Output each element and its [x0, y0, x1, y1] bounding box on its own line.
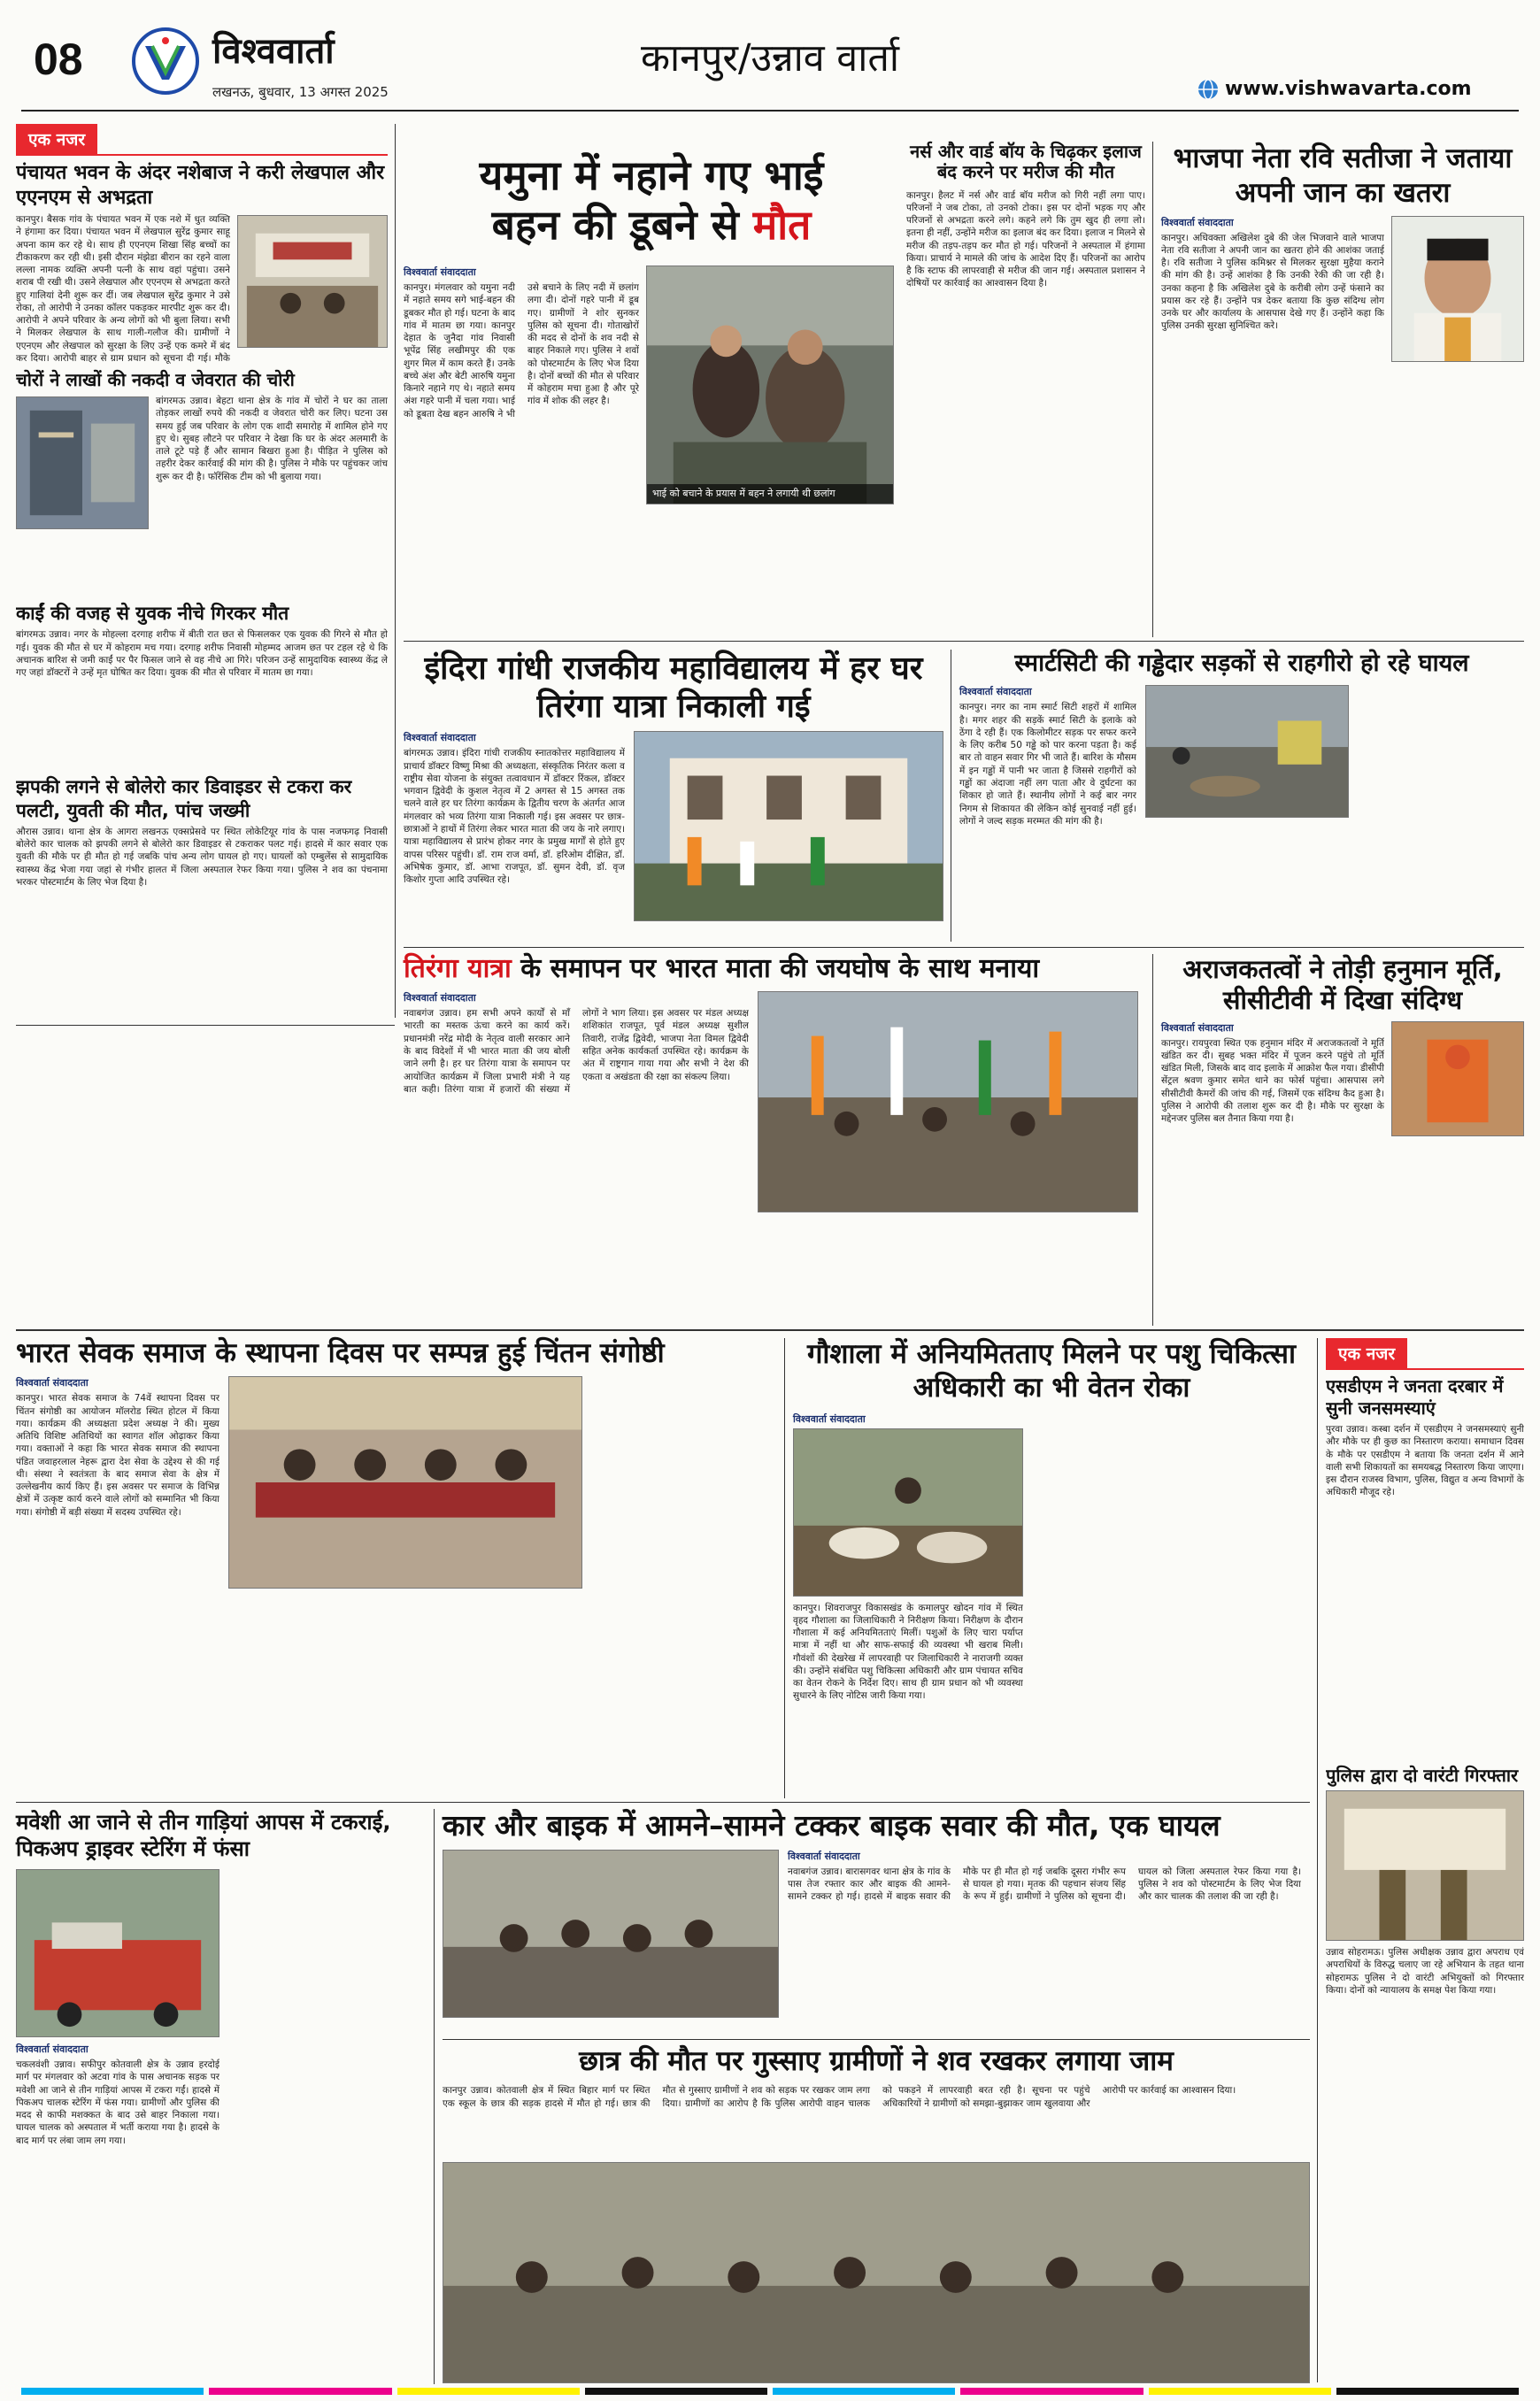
story-body: बांगरमऊ उन्नाव। बेहटा थाना क्षेत्र के गांव में चोरों ने घर का ताला तोड़कर लाखों रुपये की नकदी व जेवरात चोरी कर लिए। घटना उस समय हुई जब परिवार के लोग एक शादी समारोह में शामिल होने गए हुए थे। सुबह लौटने पर परिवार ने देखा कि घर के अंदर अलमारी के ताले टूटे पड़े हैं और सामान बिखरा हुआ है। पीड़ित ने पुलिस को तहरीर देकर कार्रवाई की मांग की है। पुलिस ने मौके पर पहुंचकर जांच शुरू कर दी है। फॉरेंसिक टीम को भी बुलाया गया। [156, 396, 388, 482]
story-body-cont [228, 1594, 582, 1771]
story-headline: तिरंगा यात्रा के समापन पर भारत माता की जयघोष के साथ मनाया [404, 953, 1040, 984]
story-body: उन्नाव सोहरामऊ। पुलिस अधीक्षक उन्नाव द्वारा अपराध एवं अपराधियों के विरुद्ध चलाए जा रहे अभियान के तहत थाना सोहरामऊ पुलिस ने दो वारंटी अभियुक्तों को गिरफ्तार किया। दोनों को न्यायालय के समक्ष पेश किया गया। [1326, 1947, 1524, 1996]
story-headline: काईं की वजह से युवक नीचे गिरकर मौत [16, 603, 289, 624]
story-body: बांगरमऊ उन्नाव। नगर के मोहल्ला दरगाह शरीफ में बीती रात छत से फिसलकर एक युवक की गिरने से मौत हो गई। युवक की मौत से घर में कोहराम मच गया। दरगाह शरीफ निवासी मोहम्मद आजम छत पर टहल रहे थे कि अचानक बारिश से जमी काईं पर पैर फिसल जाने से वह नीचे आ गिरे। परिजन उन्हें सामुदायिक स्वास्थ्य केंद्र ले गए जहां डॉक्टरों ने उन्हें मृत घोषित कर दिया। युवक की मौत से परिवार में मातम छा गया। [16, 629, 388, 679]
byline: विश्ववार्ता संवाददाता [404, 992, 476, 1004]
lead-photo [646, 265, 894, 504]
story-headline: भाजपा नेता रवि सतीजा ने जताया अपनी जान का खतरा [1173, 142, 1513, 209]
mavesi-story [16, 1809, 428, 2384]
story-body: बांगरमऊ उन्नाव। इंदिरा गांधी राजकीय स्नातकोत्तर महाविद्यालय में प्राचार्य डॉक्टर विष्णु मिश्रा की अध्यक्षता, संस्कृतिक निरंतर कला व राष्ट्रीय सेवा योजना के संयुक्त तत्वावधान में डॉक्टर रिंकल, डॉक्टर भगवान द्विवेदी के कुशल नेतृत्व में 2 अगस्त से 15 अगस्त तक चलने वाले हर घर तिरंगा कार्यक्रम के द्वितीय चरण के अंतर्गत आज मंगलवार को भव्य तिरंगा यात्रा निकाली गई। इस अवसर पर छात्र-छात्राओं ने हाथों में तिरंगा लेकर भारत माता की जय के नारे लगाए। यात्रा महाविद्यालय से प्रारंभ होकर नगर के प्रमुख मार्गों से होते हुए वापस परिसर पहुंची। डॉ. राम राज वर्मा, डॉ. हरिओम दीक्षित, डॉ. अभिषेक कुमार, डॉ. आभा राजपूत, डॉ. सुमन देवी, डॉ. वृज किशोर गुप्ता आदि उपस्थित रहे। [404, 748, 625, 886]
story-body: औरास उन्नाव। थाना क्षेत्र के आगरा लखनऊ एक्सप्रेसवे पर स्थित लोकेटियूर गांव के पास नजफगढ़ निवासी बोलेरो कार चालक को झपकी लगने से बोलेरो कार डिवाइडर से टकराकर पलट गई। हादसे में कार सवार एक युवती की मौके पर ही मौत हो गई जबकि पांच अन्य लोग घायल हो गए। घायलों को एम्बुलेंस से सामुदायिक स्वास्थ्य केंद्र भेजा गया जहां से गंभीर हालत में जिला अस्पताल रेफर किया गया। पुलिस ने शव का पंचनामा भरकर पोस्टमार्टम के लिए भेज दिया है। [16, 826, 388, 888]
story-headline: एसडीएम ने जनता दरबार में सुनी जनसमस्याएं [1326, 1375, 1504, 1419]
story-body: कानपुर। बैसक गांव के पंचायत भवन में एक नशे में धुत व्यक्ति ने हंगामा कर दिया। पंचायत भवन में लेखपाल सुरेंद्र कुमार साहू अपना काम कर रहे थे। साथ ही एएनएम शिखा सिंह बच्चों का टीकाकरण कर रही थी। इसी दौरान मंझेडा बीरान का रहने वाला लल्ला नामक व्यक्ति अपनी पत्नी के साथ वहां पहुंचा। उसने शराब पी रखी थी। उसने लेखपाल और एएनएम से अभद्रता करते हुए गालियां देनी शुरू कर दीं। जब लेखपाल सुरेंद्र कुमार ने उसे रोका, तो आरोपी ने उनका कॉलर पकड़कर मारपीट शुरू कर दी। आरोपी ने अपने परिवार के अन्य लोगों को भी बुला लिया। सभी ने मिलकर लेखपाल के साथ गाली-गलौज की। ग्रामीणों ने एएनएम और लेखपाल को सुरक्षा के लिए उन्हें एक कमरे में बंद कर दिया। आरोपी बाहर से ग्राम प्रधान को सूचना दी गई। मौके [16, 214, 230, 364]
story-headline: पंचायत भवन के अंदर नशेबाज ने करी लेखपाल और एएनएम से अभद्रता [16, 162, 385, 209]
color-registration-bar [21, 2388, 1519, 2395]
lead-photo-caption: भाई को बचाने के प्रयास में बहन ने लगायी थी छलांग [647, 484, 893, 504]
lead-headline-red: मौत [752, 201, 812, 250]
masthead-rule [21, 110, 1519, 112]
column-divider [1317, 1338, 1318, 2382]
globe-icon [1197, 78, 1220, 101]
story-headline: पुलिस द्वारा दो वारंटी गिरफ्तार [1326, 1765, 1519, 1786]
byline: विश्ववार्ता संवाददाता [1161, 216, 1234, 228]
lead-headline: यमुना में नहाने गए भाई बहन की डूबने से मौत [479, 151, 824, 250]
bss-story [16, 1338, 779, 1798]
story-body: कानपुर उन्नाव। कोतवाली क्षेत्र में स्थित बिहार मार्ग पर स्थित एक स्कूल के छात्र की सड़क हादसे में मौत हो गई। छात्र की मौत से गुस्साए ग्रामीणों ने शव को सड़क पर रखकर जाम लगा दिया। ग्रामीणों का आरोप है कि पुलिस आरोपी वाहन चालक को पकड़ने में लापरवाही बरत रही है। सूचना पर पहुंचे अधिकारियों ने ग्रामीणों को समझा-बुझाकर जाम खुलवाया और आरोपी पर कार्रवाई का आश्वासन दिया। [443, 2085, 1236, 2109]
story-body: कानपुर। भारत सेवक समाज के 74वें स्थापना दिवस पर चिंतन संगोष्ठी का आयोजन मॉलरोड स्थित होटल में किया गया। कार्यक्रम की अध्यक्षता प्रदेश अध्यक्ष ने की। मुख्य अतिथि विशिष्ट अतिथियों का स्वागत शॉल ओढ़ाकर किया गया। वक्ताओं ने कहा कि भारत सेवक समाज की स्थापना पंडित जवाहरलाल नेहरू द्वारा देश सेवा के उद्देश्य से की गई थी। संस्था ने स्वतंत्रता के बाद समाज सेवा के क्षेत्र में उल्लेखनीय कार्य किए हैं। इस अवसर पर समाज के विभिन्न क्षेत्रों में उत्कृष्ट कार्य करने वाले लोगों को सम्मानित भी किया गया। संगोष्ठी में बड़ी संख्या में सदस्य उपस्थित रहे। [16, 1393, 219, 1518]
byline: विश्ववार्ता संवाददाता [1161, 1021, 1234, 1034]
accident-photo [16, 1869, 219, 2037]
story-headline: भारत सेवक समाज के स्थापना दिवस पर सम्पन्न हुई चिंतन संगोष्ठी [16, 1337, 665, 1369]
story-body-cont [591, 1376, 768, 1766]
panchayat-photo [237, 215, 388, 348]
goshala-story [793, 1338, 1310, 1798]
story-body: कानपुर। मंगलवार को यमुना नदी में नहाते समय सगे भाई-बहन की डूबकर मौत हो गई। घटना के बाद गांव में मातम छा गया। कानपुर देहात के जुनैदा गांव निवासी भूपेंद्र सिंह लखीमपुर की एक शुगर मिल में काम करते हैं। उनके बच्चे अंश और बेटी आरुषि यमुना किनारे नहाने गए थे। नहाते समय अंश गहरे पानी में चला गया। भाई को डूबता देख बहन आरुषि ने भी उसे बचाने के लिए नदी में छलांग लगा दी। दोनों गहरे पानी में डूब गए। ग्रामीणों ने शोर सुनकर पुलिस को सूचना दी। गोताखोरों की मदद से दोनों के शव नदी से बाहर निकाले गए। पुलिस ने शवों को पोस्टमार्टम के लिए भेज दिया है। दोनों बच्चों की मौत से परिवार में कोहराम मचा हुआ है और पूरे गांव में शोक की लहर है। [404, 282, 639, 419]
section-rule [16, 1329, 1524, 1331]
story-body: नवाबगंज उन्नाव। बारासगवर थाना क्षेत्र के गांव के पास तेज रफ्तार कार और बाइक की आमने-सामने टक्कर हो गई। हादसे में बाइक सवार की मौके पर ही मौत हो गई जबकि दूसरा गंभीर रूप से घायल हो गया। मृतक की पहचान संजय सिंह के रूप में हुई। ग्रामीणों ने पुलिस को सूचना दी। घायल को जिला अस्पताल रेफर किया गया है। पुलिस ने शव को पोस्टमार्टम के लिए भेज दिया और कार चालक की तलाश की जा रही है। [788, 1866, 1301, 1903]
paper-logo-icon [131, 27, 200, 96]
city-date: लखनऊ, बुधवार, 13 अगस्त 2025 [212, 84, 389, 100]
story-headline: अराजकतत्वों ने तोड़ी हनुमान मूर्ति, सीसीटीवी में दिखा संदिग्ध [1182, 954, 1503, 1015]
column-divider [1152, 954, 1153, 1326]
byline: विश्ववार्ता संवाददाता [788, 1850, 860, 1862]
story-headline: स्मार्टसिटी की गड्ढेदार सड़कों से राहगीरो हो रहे घायल [1014, 650, 1469, 677]
college-story [404, 650, 943, 942]
bike-photo [443, 1850, 779, 2018]
story-headline: चोरों ने लाखों की नकदी व जेवरात की चोरी [16, 369, 295, 390]
story-body: कानपुर। नगर का नाम स्मार्ट सिटी शहरों में शामिल है। मगर शहर की सड़कें स्मार्ट सिटी के इलाके को ठेंगा दे रही हैं। एक किलोमीटर सड़क पर सफर करने के लिए करीब 50 गड्ढे को पार करना पड़ता है। कई बार तो वाहन सवार गिर भी जाते हैं। बारिश के मौसम में इन गड्ढों में पानी भर जाता है जिससे राहगीरों को गड्ढों का अंदाजा नहीं लग पाता और वे दुर्घटना का शिकार हो जाते हैं। स्थानीय लोगों ने कई बार नगर निगम से शिकायत की लेकिन कोई सुनवाई नहीं हुई। लोगों ने जल्द सड़क मरम्मत की मांग की है। [959, 702, 1136, 827]
story-headline: नर्स और वार्ड बॉय के चिढ़कर इलाज बंद करने पर मरीज की मौत [910, 141, 1142, 182]
story-headline: कार और बाइक में आमने–सामने टक्कर बाइक सवार की मौत, एक घायल [443, 1808, 1220, 1843]
column-divider [434, 1809, 435, 2384]
road-photo [1145, 685, 1349, 818]
left-column [16, 124, 388, 1018]
bss-photo [228, 1376, 582, 1589]
byline: विश्ववार्ता संवाददाता [404, 732, 476, 744]
story-headline: छात्र की मौत पर गुस्साए ग्रामीणों ने शव रखकर लगाया जाम [579, 2045, 1174, 2077]
section-rule [16, 1802, 1310, 1803]
byline: विश्ववार्ता संवाददाता [404, 266, 476, 278]
story-headline-red: तिरंगा यात्रा [404, 953, 512, 984]
column-divider [395, 124, 396, 1018]
right-bottom-column [1326, 1338, 1524, 2382]
section-rule [16, 1025, 395, 1026]
column-divider [1152, 142, 1153, 637]
chhatra-story [443, 2046, 1310, 2382]
story-body-cont [228, 1869, 423, 2365]
page-number: 08 [34, 35, 83, 84]
hanuman-story [1161, 954, 1524, 1326]
story-headline: मवेशी आ जाने से तीन गाड़ियां आपस में टकराई, पिकअप ड्राइवर स्टेरिंग में फंसा [16, 1810, 391, 1861]
lead-story-text-2 [404, 515, 899, 635]
hanuman-photo [1391, 1021, 1524, 1136]
byline: विश्ववार्ता संवाददाता [16, 1377, 89, 1389]
goshala-photo [793, 1428, 1023, 1597]
tiranga-photo [758, 991, 1138, 1212]
story-body: पुरवा उन्नाव। कस्बा दर्शन में एसडीएम ने जनसमस्याएं सुनी और मौके पर ही कुछ का निस्तारण कराया। समाधान दिवस के मौके पर एसडीएम ने बताया कि जनता दर्शन में आने वाली सभी शिकायतों का समयबद्ध निस्तारण किया जाएगा। इस दौरान राजस्व विभाग, पुलिस, विद्युत व अन्य विभागों के अधिकारी मौजूद रहे। [1326, 1424, 1524, 1498]
college-photo [634, 731, 943, 921]
section-rule [443, 2039, 1310, 2040]
bike-story [443, 1809, 1310, 2039]
police-photo [1326, 1790, 1524, 1941]
tiranga-story [404, 954, 1147, 1326]
section-title: कानपुर/उन्नाव वार्ता [640, 36, 899, 81]
section-rule [404, 641, 1524, 642]
story-headline: झपकी लगने से बोलेरो कार डिवाइडर से टकरा कर पलटी, युवती की मौत, पांच जख्मी [16, 776, 352, 821]
section-rule [404, 947, 1524, 948]
story-body-cont [1358, 685, 1508, 924]
nurse-story [906, 142, 1145, 637]
website-link[interactable]: www.vishwavarta.com [1225, 78, 1472, 100]
paper-name: विश्ववार्ता [212, 31, 335, 72]
story-body: नवाबगंज उन्नाव। हम सभी अपने कार्यों से माँ भारती का मस्तक ऊंचा करने का कार्य करें। प्रधानमंत्री नरेंद्र मोदी के नेतृत्व वाली सरकार आने के बाद विदेशों में भी भारत माता की जय बोली जाने लगी है। हर घर तिरंगा यात्रा के समापन पर आयोजित कार्यक्रम में जिला प्रभारी मंत्री ने यह बात कही। तिरंगा यात्रा में हजारों की संख्या में लोगों ने भाग लिया। इस अवसर पर मंडल अध्यक्ष शशिकांत राजपूत, पूर्व मंडल अध्यक्ष सुशील तिवारी, राजेंद्र द्विवेदी, भाजपा नेता विमल द्विवेदी सहित अनेक कार्यकर्ता उपस्थित रहे। कार्यक्रम के अंत में राष्ट्रगान गाया गया और सभी ने देश की एकता व अखंडता की रक्षा का संकल्प लिया। [404, 1008, 749, 1095]
byline: विश्ववार्ता संवाददाता [793, 1412, 866, 1425]
ek-nazar-tag: एक नजर [1326, 1338, 1524, 1370]
story-body: कानपुर। शिवराजपुर विकासखंड के कमालपुर खोदन गांव में स्थित वृहद गौशाला का जिलाधिकारी ने निरीक्षण किया। निरीक्षण के दौरान गौशाला में कई अनियमितताएं मिलीं। पशुओं के लिए चारा पर्याप्त मात्रा में नहीं था और साफ-सफाई की व्यवस्था भी खराब मिली। गौवंशों की देखरेख में लापरवाही पर जिलाधिकारी ने नाराजगी व्यक्त की। उन्होंने संबंधित पशु चिकित्सा अधिकारी और ग्राम पंचायत सचिव का वेतन रोकने के निर्देश दिए। साथ ही ग्राम प्रधान को भी व्यवस्था सुधारने के लिए नोटिस जारी किया गया। [793, 1602, 1023, 1702]
story-body: कानपुर। अधिवक्ता अखिलेश दुबे की जेल भिजवाने वाले भाजपा नेता रवि सतीजा ने अपनी जान का खतरा होने की आशंका जताई है। रवि सतीजा ने पुलिस कमिश्नर से मिलकर सुरक्षा मुहैया कराने की मांग की है। उन्हें आशंका है कि उनकी रेकी की जा रही है। उनका कहना है कि अखिलेश दुबे के करीबी लोग उन्हें फंसाने का प्रयास कर रहे हैं। उन्होंने पत्र देकर बताया कि कुछ संदिग्ध लोग उनके घर और कार्यालय के आसपास देखे गए हैं। उन्होंने कहा कि पुलिस उनकी सुरक्षा सुनिश्चित करे। [1161, 232, 1384, 332]
masthead [0, 0, 1540, 112]
ravi-satija-photo [1391, 216, 1524, 362]
story-body: चकलवंशी उन्नाव। सफीपुर कोतवाली क्षेत्र के उन्नाव हरदोई मार्ग पर मंगलवार को अटवा गांव के पास अचानक सड़क पर मवेशी आ जाने से तीन गाड़ियां आपस में टकरा गईं। हादसे में पिकअप चालक स्टेरिंग में फंस गया। ग्रामीणों और पुलिस की मदद से काफी मशक्कत के बाद उसे बाहर निकाला गया। घायल चालक को अस्पताल में भर्ती कराया गया है। हादसे के बाद मार्ग पर लंबा जाम लग गया। [16, 2059, 219, 2146]
story-headline: इंदिरा गांधी राजकीय महाविद्यालय में हर घर तिरंगा यात्रा निकाली गई [424, 650, 923, 726]
byline: विश्ववार्ता संवाददाता [959, 686, 1032, 698]
theft-photo [16, 396, 149, 529]
story-body: कानपुर। हैलट में नर्स और वार्ड बॉय मरीज को गिरी नहीं लगा पाए। परिजनों ने जब टोका, तो उनको टोका। इस पर दोनों भड़क गए और परिजनों से अभद्रता करने लगे। कहने लगे कि तुम खुद ही लगा लो। इतना ही नहीं, उन्होंने मरीज का इलाज बंद कर दिया। इलाज न मिलने से मरीज की तड़प-तड़प कर मौत हो गई। परिजनों ने अस्पताल में हंगामा किया। प्राचार्य ने मामले की जांच के आदेश दिए हैं। परिजनों का आरोप है कि स्टाफ की लापरवाही से मरीज की जान गई। अस्पताल प्रशासन ने दोषियों पर कार्रवाई का आश्वासन दिया है। [906, 189, 1145, 289]
story-headline: गौशाला में अनियमितताए मिलने पर पशु चिकित्सा अधिकारी का भी वेतन रोका [806, 1338, 1297, 1404]
story-body-cont [1032, 1412, 1297, 1802]
smartcity-story [959, 650, 1524, 942]
bjp-story [1161, 142, 1524, 637]
byline: विश्ववार्ता संवाददाता [16, 2043, 89, 2055]
story-body: कानपुर। रायपुरवा स्थित एक हनुमान मंदिर में अराजकतत्वों ने मूर्ति खंडित कर दी। सुबह भक्त मंदिर में पूजन करने पहुंचे तो मूर्ति खंडित मिली, जिसके बाद वाद इलाके में आक्रोश फैल गया। डीसीपी सेंट्रल श्रवण कुमार समेत थाने का फोर्स पहुंचा। आसपास लगे सीसीटीवी कैमरों की जांच की गई, जिसमें एक संदिग्ध कैद हुआ है। पुलिस ने आरोपी की तलाश शुरू कर दी है। मौके पर सुरक्षा के मद्देनजर पुलिस बल तैनात किया गया है। [1161, 1037, 1384, 1125]
ek-nazar-tag: एक नजर [16, 124, 388, 156]
jam-photo [443, 2162, 1310, 2383]
column-divider [784, 1338, 785, 1798]
